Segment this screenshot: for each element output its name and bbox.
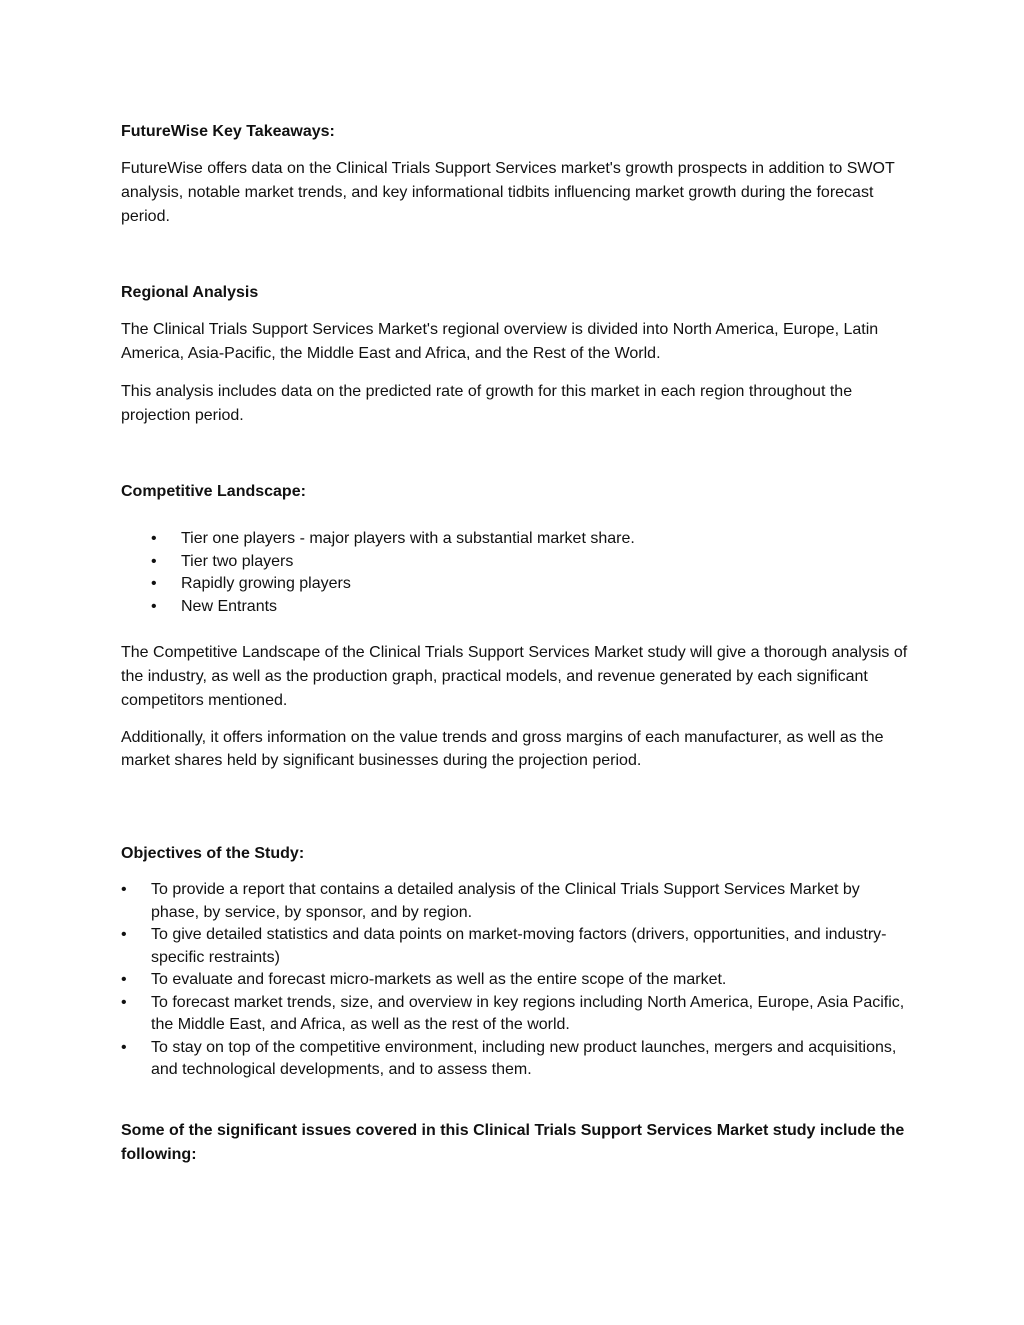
competitive-body-1 — [121, 641, 911, 713]
list-item-text: Rapidly growing players — [181, 575, 351, 592]
list-item — [121, 992, 911, 1037]
list-item-text: New Entrants — [181, 597, 278, 615]
takeaways-body — [121, 157, 911, 229]
list-item-text: Tier two players — [181, 552, 294, 570]
list-item — [121, 879, 911, 924]
issues-heading: Some of the significant issues covered in this Clinical Trials Support Services Market study include the following: — [121, 1122, 905, 1163]
competitive-section — [121, 480, 911, 504]
competitive-heading: Competitive Landscape: — [121, 483, 306, 500]
objectives-heading: Objectives of the Study: — [121, 845, 305, 862]
bullet-icon: • — [151, 552, 157, 570]
regional-section — [121, 281, 911, 305]
list-item-text: To provide a report that contains a detailed analysis of the Clinical Trials Support Services Market by phase, by service, by sponsor, and by region. — [151, 881, 860, 921]
competitive-paragraph-1: The Competitive Landscape of the Clinical Trials Support Services Market study will give a thorough analysis of the industry, as well as the production graph, practical models, and revenue generated by each significant competitors mentioned. — [121, 644, 908, 709]
bullet-icon: • — [151, 530, 157, 547]
competitive-paragraph-2: Additionally, it offers information on the value trends and gross margins of each manufacturer, as well as the market shares held by significant businesses during the projection period. — [121, 729, 884, 769]
regional-paragraph-2: This analysis includes data on the predicted rate of growth for this market in each region throughout the projection period. — [121, 383, 853, 424]
list-item — [121, 596, 911, 619]
list-item-text: To evaluate and forecast micro-markets as well as the entire scope of the market. — [151, 971, 727, 988]
takeaways-section — [121, 120, 911, 144]
objectives-section — [121, 842, 911, 866]
list-item-text: To stay on top of the competitive environment, including new product launches, mergers and acquisitions, and technological developments, and to assess them. — [151, 1038, 897, 1078]
list-item — [121, 969, 911, 992]
bullet-icon: • — [121, 1038, 127, 1056]
regional-paragraph-1: The Clinical Trials Support Services Market's regional overview is divided into North America, Europe, Latin America, Asia-Pacific, the Middle East and Africa, and the Rest of the World. — [121, 321, 879, 362]
issues-section — [121, 1119, 911, 1167]
bullet-icon: • — [151, 575, 157, 592]
list-item — [121, 573, 911, 596]
bullet-icon: • — [121, 926, 127, 943]
competitive-body-2 — [121, 727, 911, 772]
competitive-list — [121, 528, 911, 618]
competitive-list-block — [121, 528, 911, 618]
bullet-icon: • — [121, 993, 127, 1011]
list-item-text: Tier one players - major players with a substantial market share. — [181, 530, 635, 547]
bullet-icon: • — [121, 971, 127, 988]
bullet-icon: • — [151, 597, 157, 615]
bullet-icon: • — [121, 881, 127, 898]
list-item — [121, 551, 911, 574]
list-item — [121, 1037, 911, 1082]
list-item — [121, 924, 911, 969]
list-item — [121, 528, 911, 551]
objectives-list-block — [121, 879, 911, 1082]
regional-body-1 — [121, 318, 911, 366]
takeaways-heading: FutureWise Key Takeaways: — [121, 123, 335, 140]
regional-heading: Regional Analysis — [121, 284, 259, 301]
list-item-text: To forecast market trends, size, and overview in key regions including North America, Europe, Asia Pacific, the Middle East, and Africa, as well as the rest of the world. — [151, 993, 905, 1033]
objectives-list — [121, 879, 911, 1082]
regional-body-2 — [121, 380, 911, 428]
takeaways-paragraph: FutureWise offers data on the Clinical Trials Support Services market's growth prospects in addition to SWOT analysis, notable market trends, and key informational tidbits influencing market growth during the forecast period. — [121, 160, 895, 225]
list-item-text: To give detailed statistics and data points on market-moving factors (drivers, opportunities, and industry-specific restraints) — [151, 926, 887, 966]
